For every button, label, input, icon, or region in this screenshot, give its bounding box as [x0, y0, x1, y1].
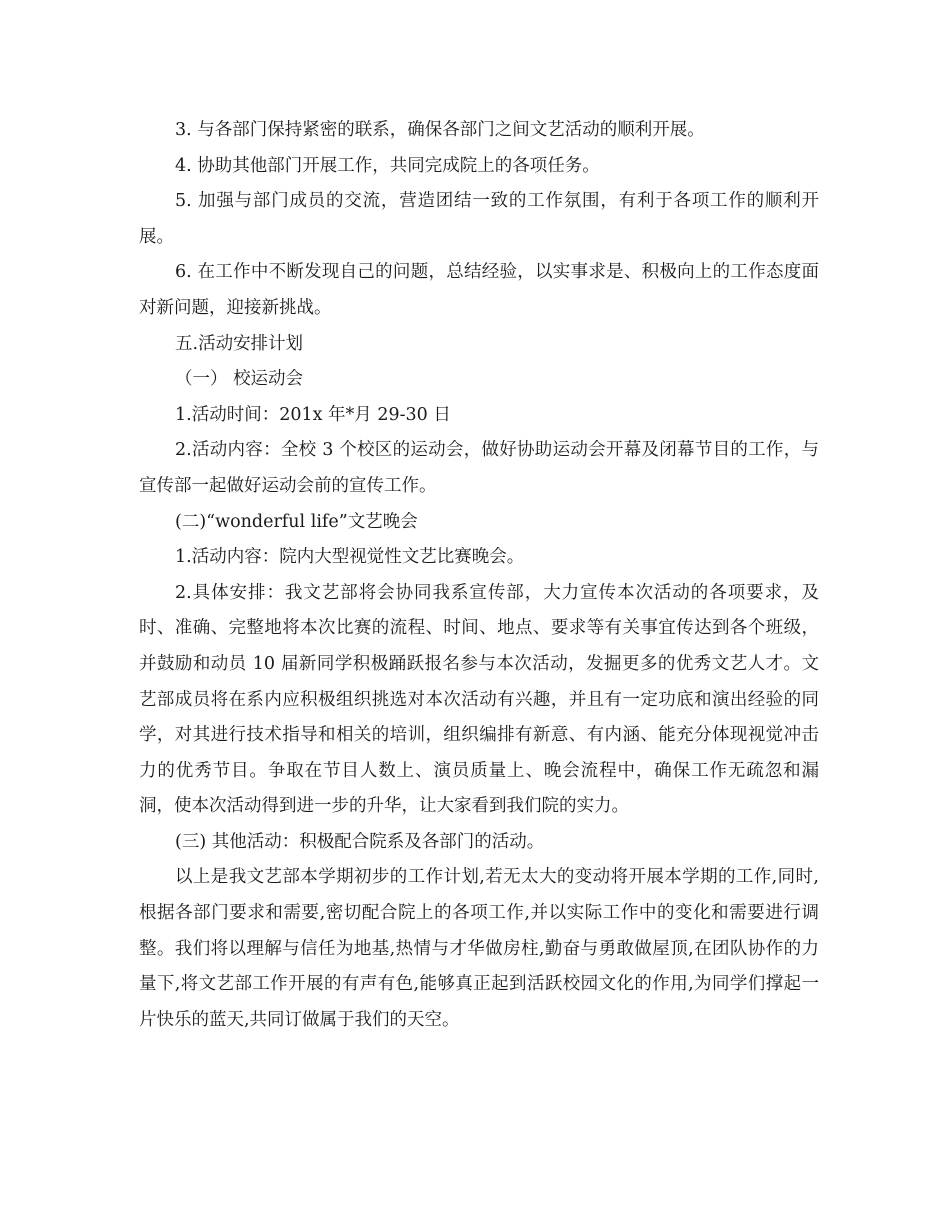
sports-meet-content: 2.活动内容：全校 3 个校区的运动会，做好协助运动会开幕及闭幕节目的工作，与宣传部一起做好运动会前的宣传工作。 — [139, 440, 819, 496]
document-body — [139, 113, 819, 1038]
sports-meet-time: 1.活动时间：201x 年*月 29-30 日 — [175, 404, 451, 425]
subheading-sports-meet: （一） 校运动会 — [175, 369, 304, 390]
subheading-other-activities: (三) 其他活动：积极配合院系及各部门的活动。 — [175, 831, 545, 852]
closing-paragraph: 以上是我文艺部本学期初步的工作计划,若无太大的变动将开展本学期的工作,同时,根据各部门要求和需要,密切配合院上的各项工作,并以实际工作中的变化和需要进行调整。我们将以理解与信任为地基,热情与才华做房柱,勤奋与勇敢做屋顶,在团队协作的力量下,将文艺部工作开展的有声有色,能够真正起到活跃校园文化的作用,为同学们撑起一片快乐的蓝天,共同订做属于我们的天空。 — [139, 867, 819, 1030]
gala-content: 1.活动内容：院内大型视觉性文艺比赛晚会。 — [175, 547, 525, 568]
paragraph-item-4: 4. 协助其他部门开展工作，共同完成院上的各项任务。 — [175, 155, 600, 176]
paragraph-item-5: 5. 加强与部门成员的交流，营造团结一致的工作氛围，有利于各项工作的顺利开展。 — [139, 191, 819, 247]
paragraph-item-3: 3. 与各部门保持紧密的联系，确保各部门之间文艺活动的顺利开展。 — [175, 120, 705, 140]
subheading-wonderful-life-gala: (二)“wonderful life”文艺晚会 — [175, 511, 418, 532]
paragraph-item-6: 6. 在工作中不断发现自己的问题，总结经验，以实事求是、积极向上的工作态度面对新问题，迎接新挑战。 — [139, 262, 819, 318]
gala-arrangement: 2.具体安排：我文艺部将会协同我系宣传部，大力宣传本次活动的各项要求，及时、准确、完整地将本次比赛的流程、时间、地点、要求等有关事宜传达到各个班级，并鼓励和动员 10 届新同学积极踊跃报名参与本次活动，发掘更多的优秀文艺人才。文艺部成员将在系内应积极组织挑选对本次活动有兴趣，并且有一定功底和演出经验的同学，对其进行技术指导和相关的培训，组织编排有新意、有内涵、能充分体现视觉冲击力的优秀节目。争取在节目人数上、演员质量上、晚会流程中，确保工作无疏忽和漏洞，使本次活动得到进一步的升华，让大家看到我们院的实力。 — [139, 582, 819, 817]
section-heading-activity-plan: 五.活动安排计划 — [175, 333, 304, 354]
